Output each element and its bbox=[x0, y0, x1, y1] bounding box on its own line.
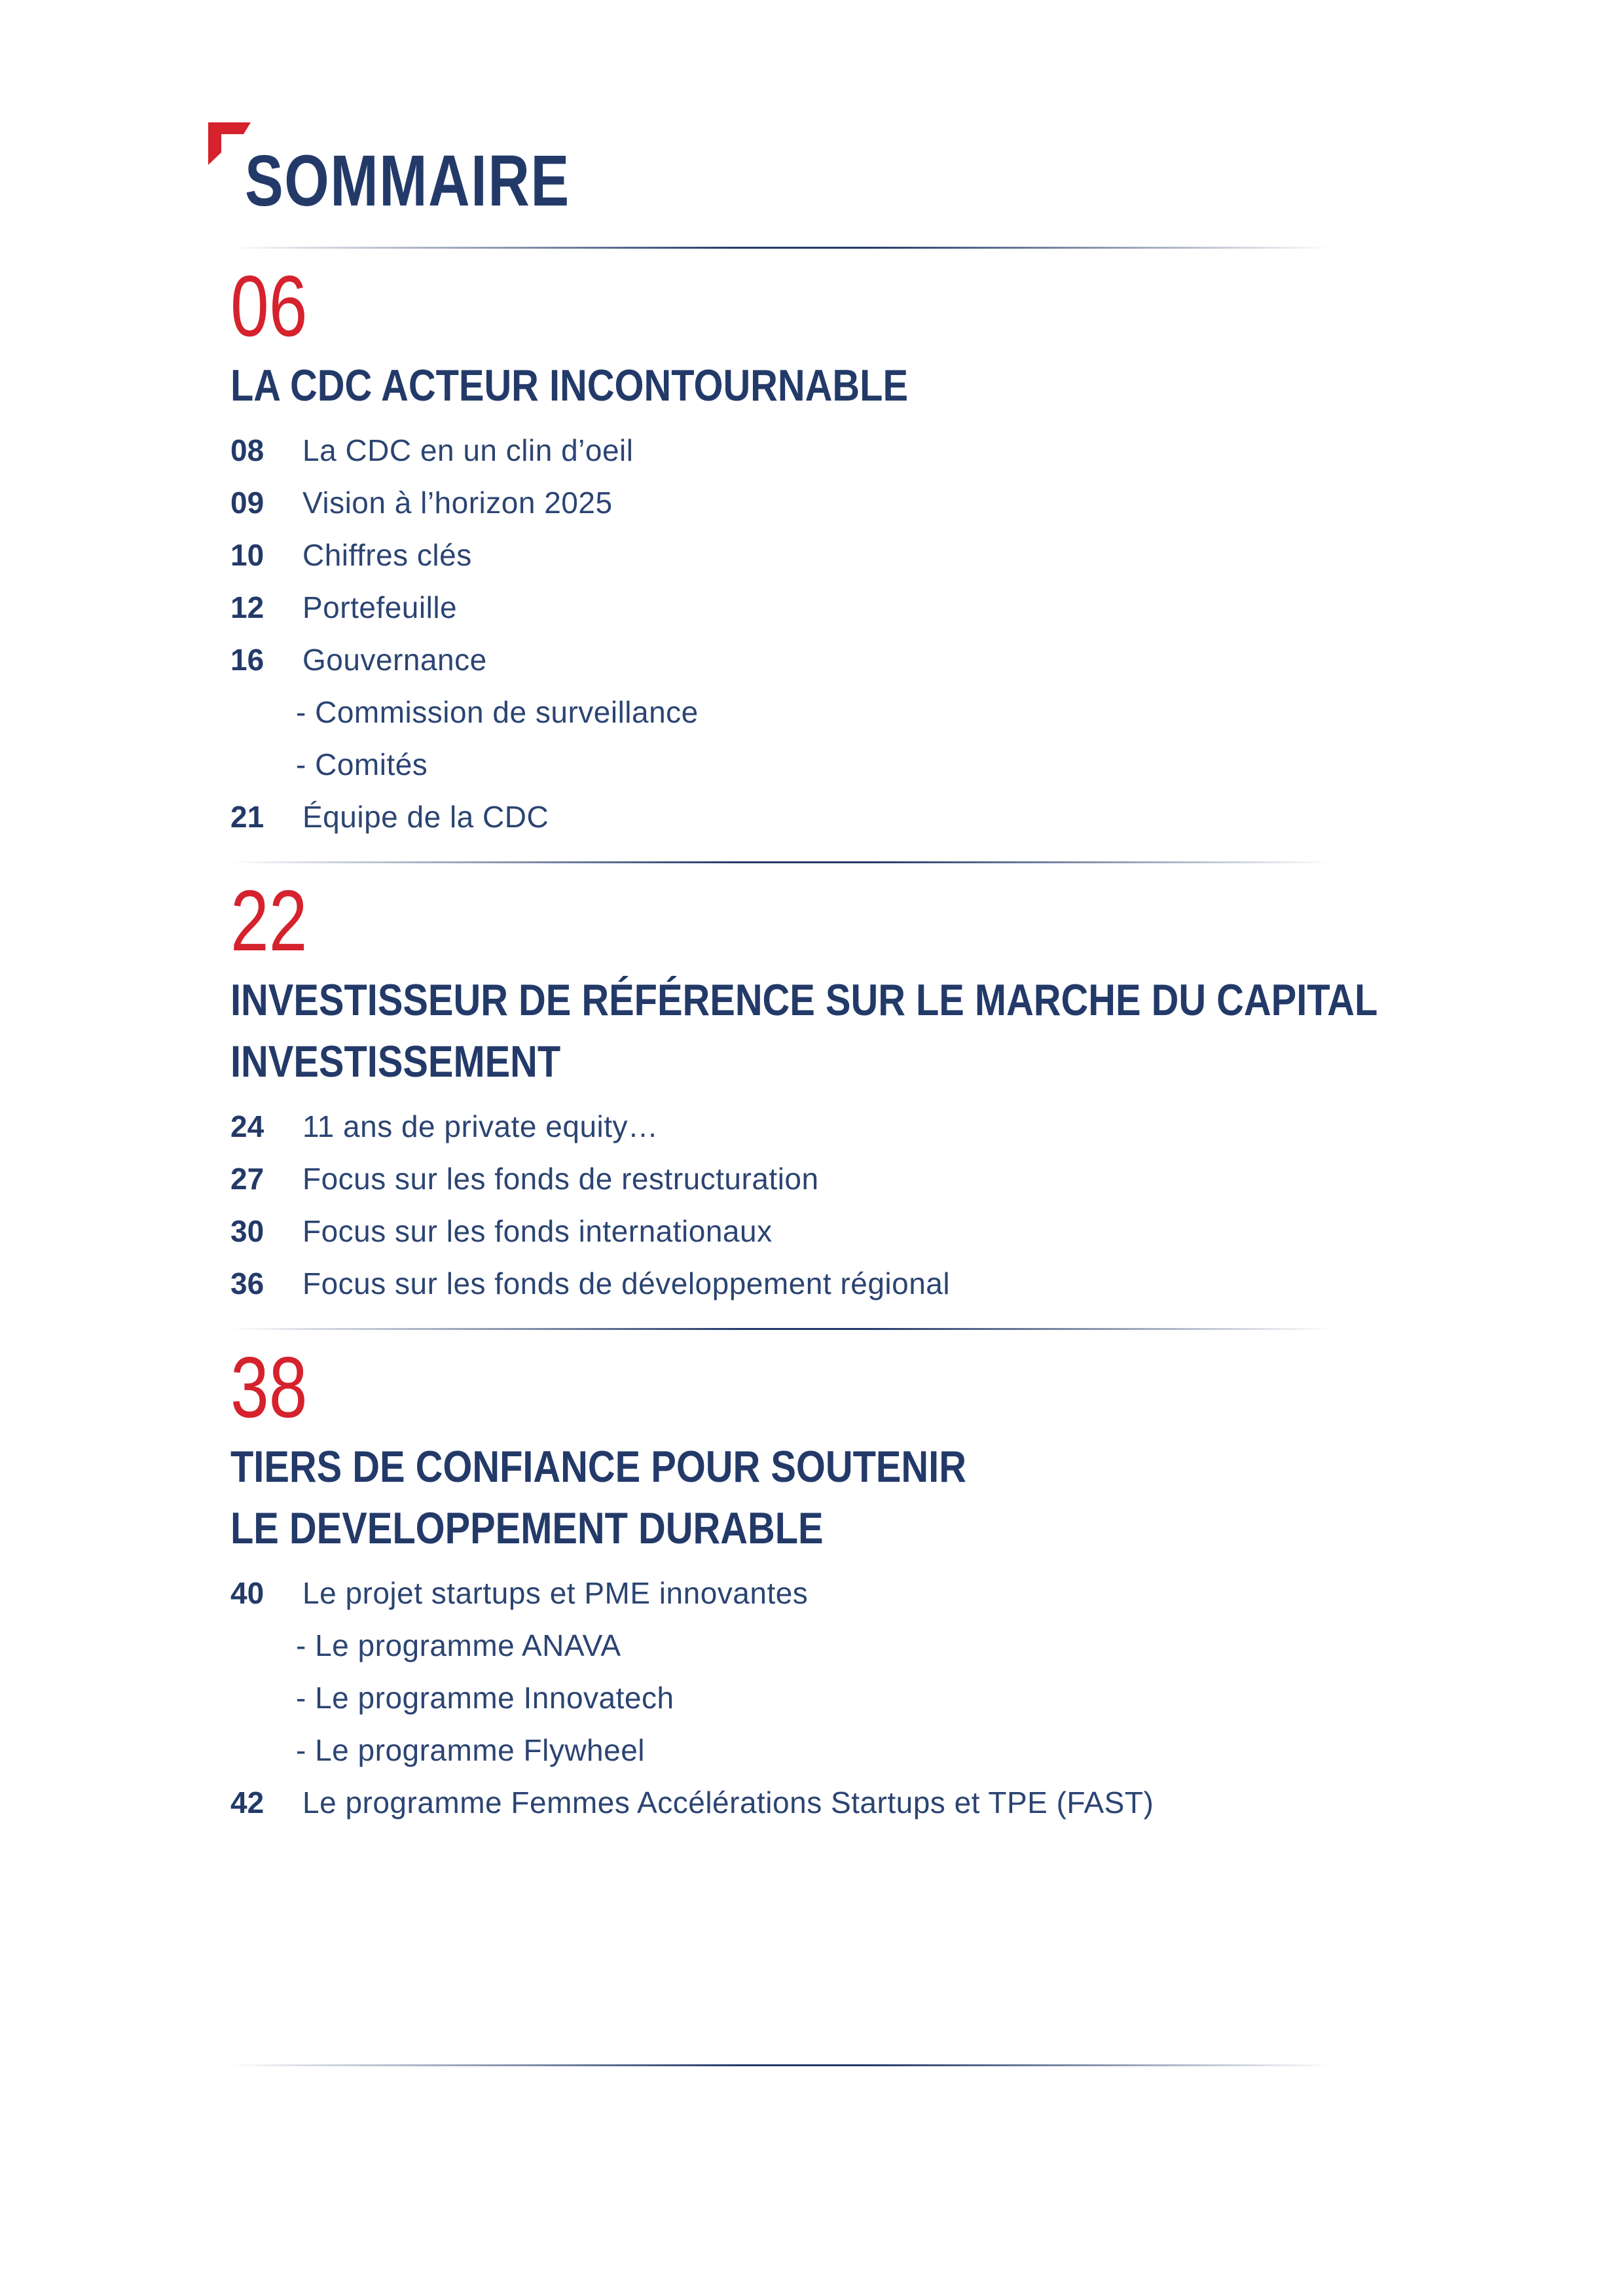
section-title-line: LE DEVELOPPEMENT DURABLE bbox=[230, 1503, 824, 1553]
toc-content bbox=[230, 0, 1378, 2066]
toc-item-page-number: 30 bbox=[230, 1214, 264, 1248]
toc-item-label: Le programme Femmes Accélérations Startups et TPE (FAST) bbox=[302, 1785, 1154, 1820]
toc-item bbox=[230, 1672, 1332, 1724]
toc-item-page-number: 21 bbox=[230, 800, 264, 834]
toc-list bbox=[230, 424, 1332, 843]
toc-list bbox=[230, 1567, 1332, 1829]
toc-item-label: Gouvernance bbox=[302, 643, 487, 677]
toc-section bbox=[230, 863, 1378, 1330]
toc-item-label: 11 ans de private equity… bbox=[302, 1109, 659, 1143]
toc-item-page-number: 42 bbox=[230, 1785, 264, 1820]
section-title-line: LA CDC ACTEUR INCONTOURNABLE bbox=[230, 361, 909, 410]
section-title bbox=[230, 964, 1378, 1092]
toc-section bbox=[230, 1330, 1332, 1829]
page-title: SOMMAIRE bbox=[245, 141, 570, 221]
section-title-line: INVESTISSEMENT bbox=[230, 1037, 561, 1086]
toc-list bbox=[230, 1100, 1332, 1310]
toc-item-label: - Comités bbox=[296, 747, 428, 781]
section-page-number: 22 bbox=[230, 872, 308, 969]
toc-item bbox=[230, 1776, 1332, 1829]
toc-item-label: Vision à l’horizon 2025 bbox=[302, 486, 613, 520]
toc-item-label: Focus sur les fonds de développement régional bbox=[302, 1266, 951, 1300]
toc-item bbox=[230, 1724, 1332, 1776]
toc-item bbox=[230, 1153, 1332, 1205]
toc-item-label: Focus sur les fonds de restructuration bbox=[302, 1162, 819, 1196]
toc-item-label: - Le programme Flywheel bbox=[296, 1733, 646, 1767]
toc-item-page-number: 27 bbox=[230, 1162, 264, 1196]
toc-item bbox=[230, 424, 1332, 476]
toc-item bbox=[230, 476, 1332, 529]
bottom-divider bbox=[230, 2064, 1332, 2066]
toc-item bbox=[230, 1100, 1332, 1153]
toc-item-page-number: 09 bbox=[230, 486, 264, 520]
toc-item-page-number: 24 bbox=[230, 1109, 264, 1143]
toc-item-page-number: 36 bbox=[230, 1266, 264, 1300]
toc-item-label: Portefeuille bbox=[302, 590, 458, 624]
toc-item bbox=[230, 581, 1332, 634]
toc-item bbox=[230, 529, 1332, 581]
section-title bbox=[230, 1431, 1167, 1559]
section-title-line: TIERS DE CONFIANCE POUR SOUTENIR bbox=[230, 1442, 966, 1492]
toc-item bbox=[230, 634, 1332, 686]
toc-item bbox=[230, 686, 1332, 738]
toc-item-label: La CDC en un clin d’oeil bbox=[302, 433, 634, 467]
toc-item-page-number: 10 bbox=[230, 538, 264, 572]
toc-item-label: - Le programme Innovatech bbox=[296, 1681, 674, 1715]
toc-item-label: Chiffres clés bbox=[302, 538, 472, 572]
toc-section bbox=[230, 249, 1332, 863]
toc-item-label: - Commission de surveillance bbox=[296, 695, 699, 729]
section-page-number: 06 bbox=[230, 258, 308, 354]
toc-item-label: - Le programme ANAVA bbox=[296, 1628, 621, 1662]
toc-item bbox=[230, 1257, 1332, 1310]
toc-item bbox=[230, 791, 1332, 843]
section-title bbox=[230, 350, 1167, 416]
toc-item-label: Équipe de la CDC bbox=[302, 800, 549, 834]
toc-item bbox=[230, 1619, 1332, 1672]
toc-item-page-number: 16 bbox=[230, 643, 264, 677]
toc-item bbox=[230, 1205, 1332, 1257]
toc-item-label: Focus sur les fonds internationaux bbox=[302, 1214, 773, 1248]
toc-item bbox=[230, 1567, 1332, 1619]
section-title-line: INVESTISSEUR DE RÉFÉRENCE SUR LE MARCHE DU CAPITAL bbox=[230, 975, 1378, 1025]
toc-item-page-number: 08 bbox=[230, 433, 264, 467]
toc-sections bbox=[230, 249, 1378, 1829]
toc-item bbox=[230, 738, 1332, 791]
toc-item-page-number: 12 bbox=[230, 590, 264, 624]
section-page-number: 38 bbox=[230, 1339, 308, 1435]
toc-item-page-number: 40 bbox=[230, 1576, 264, 1610]
toc-item-label: Le projet startups et PME innovantes bbox=[302, 1576, 809, 1610]
